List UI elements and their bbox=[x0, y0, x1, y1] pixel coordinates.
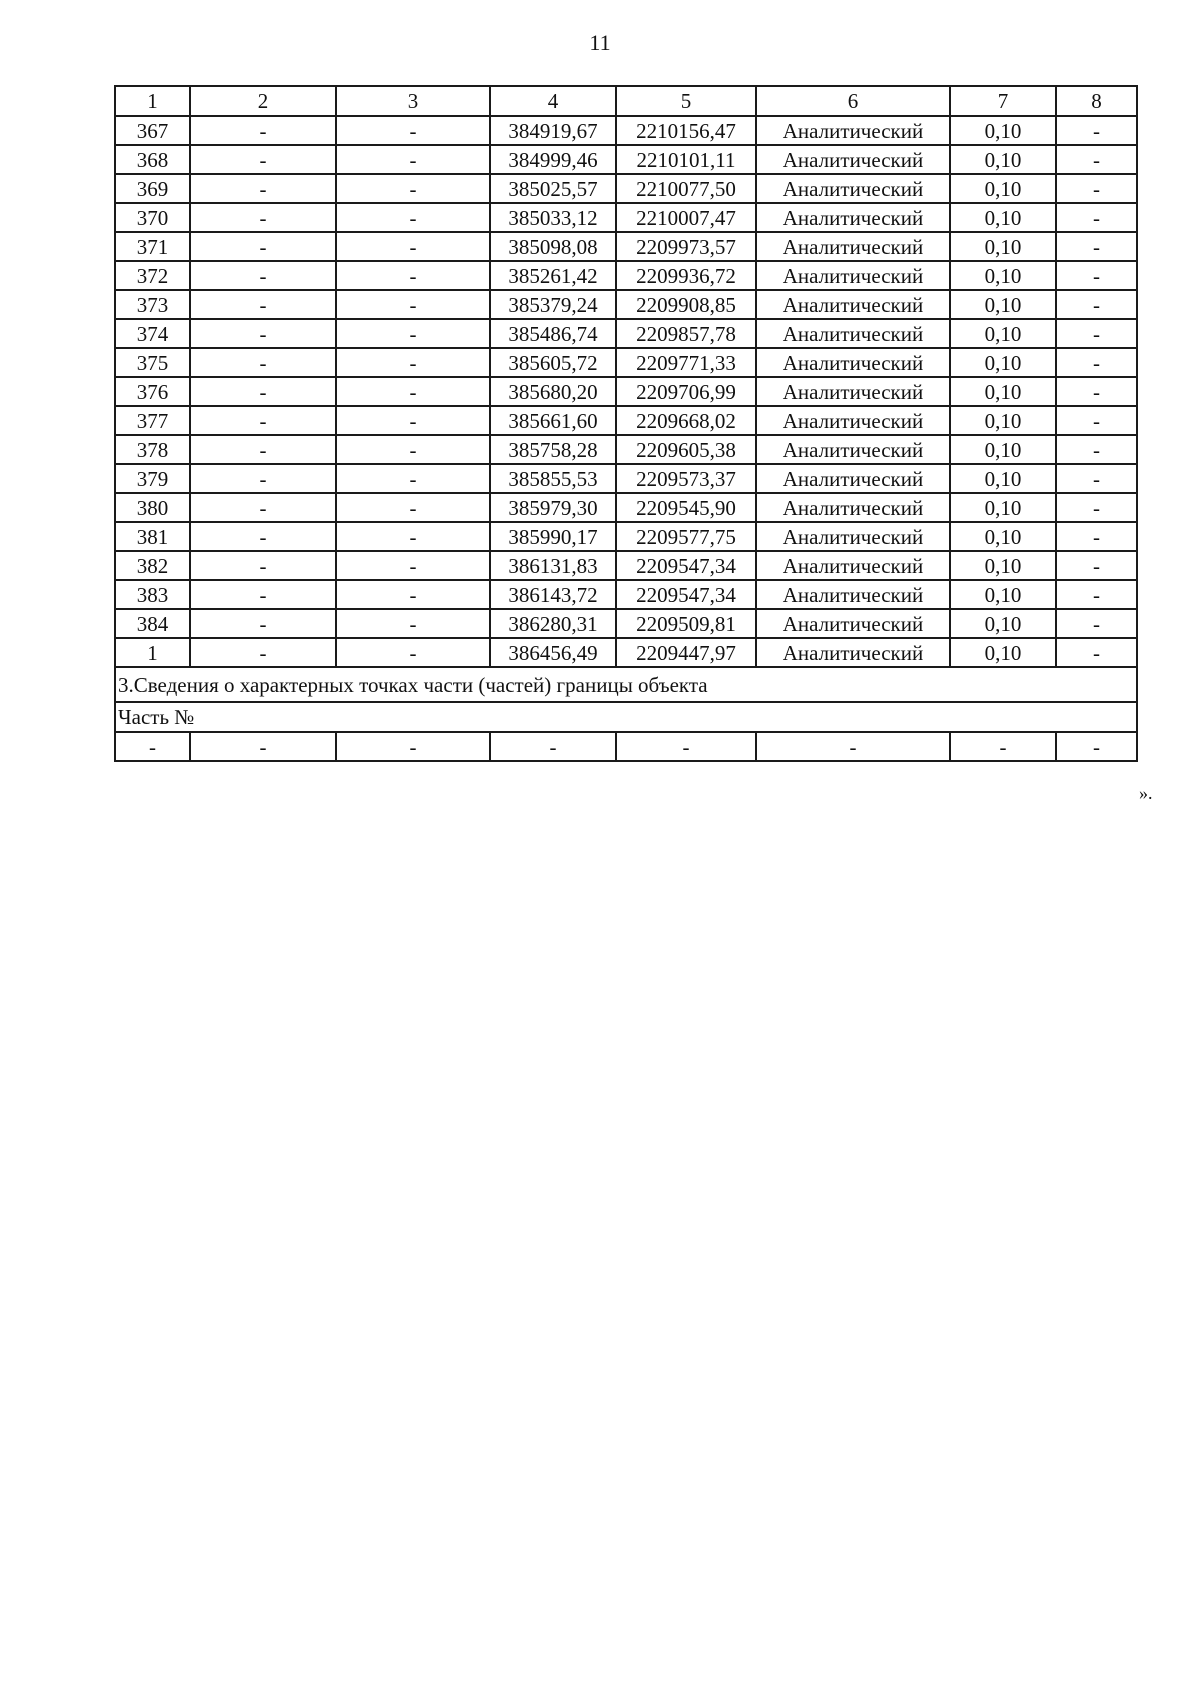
table-cell: - bbox=[336, 145, 490, 174]
table-cell: 2210007,47 bbox=[616, 203, 756, 232]
table-row bbox=[115, 638, 1137, 667]
table-cell: Аналитический bbox=[756, 609, 950, 638]
table-cell: 0,10 bbox=[950, 348, 1056, 377]
part-label: Часть № bbox=[115, 702, 1137, 732]
table-cell: 2209573,37 bbox=[616, 464, 756, 493]
table-row bbox=[115, 261, 1137, 290]
table-cell: - bbox=[1056, 609, 1137, 638]
table-cell: 385379,24 bbox=[490, 290, 616, 319]
table-cell: 2209547,34 bbox=[616, 580, 756, 609]
column-header: 2 bbox=[190, 86, 336, 116]
table-cell: Аналитический bbox=[756, 493, 950, 522]
table-body bbox=[115, 86, 1137, 761]
table-cell: - bbox=[336, 319, 490, 348]
table-cell: 0,10 bbox=[950, 493, 1056, 522]
part-cell-value: - bbox=[1056, 732, 1137, 761]
table-cell: Аналитический bbox=[756, 232, 950, 261]
table-cell: 380 bbox=[115, 493, 190, 522]
table-cell: 383 bbox=[115, 580, 190, 609]
table-cell: - bbox=[190, 116, 336, 145]
table-cell: 385758,28 bbox=[490, 435, 616, 464]
table-row bbox=[115, 377, 1137, 406]
table-cell: - bbox=[1056, 145, 1137, 174]
table-cell: 2209447,97 bbox=[616, 638, 756, 667]
table-cell: 0,10 bbox=[950, 290, 1056, 319]
table-cell: - bbox=[336, 174, 490, 203]
table-cell: - bbox=[1056, 580, 1137, 609]
table-cell: Аналитический bbox=[756, 638, 950, 667]
table-cell: - bbox=[336, 435, 490, 464]
table-cell: 2209545,90 bbox=[616, 493, 756, 522]
table-cell: 386143,72 bbox=[490, 580, 616, 609]
page-number: 11 bbox=[589, 30, 611, 55]
table-cell: - bbox=[190, 638, 336, 667]
table-cell: 2209668,02 bbox=[616, 406, 756, 435]
column-header: 5 bbox=[616, 86, 756, 116]
table-cell: 385661,60 bbox=[490, 406, 616, 435]
table-cell: - bbox=[190, 377, 336, 406]
table-cell: - bbox=[1056, 319, 1137, 348]
table-cell: - bbox=[336, 638, 490, 667]
table-cell: 2209509,81 bbox=[616, 609, 756, 638]
table-row bbox=[115, 203, 1137, 232]
section-heading: 3.Сведения о характерных точках части (частей) границы объекта bbox=[115, 667, 1137, 702]
column-header: 7 bbox=[950, 86, 1056, 116]
table-cell: Аналитический bbox=[756, 203, 950, 232]
table-row bbox=[115, 464, 1137, 493]
table-cell: - bbox=[190, 261, 336, 290]
part-cell-value: - bbox=[756, 732, 950, 761]
table-cell: 386280,31 bbox=[490, 609, 616, 638]
part-cell-value: - bbox=[616, 732, 756, 761]
table-cell: Аналитический bbox=[756, 261, 950, 290]
table-cell: - bbox=[1056, 522, 1137, 551]
table-cell: - bbox=[1056, 232, 1137, 261]
table-cell: 372 bbox=[115, 261, 190, 290]
table-row bbox=[115, 174, 1137, 203]
table-cell: 385605,72 bbox=[490, 348, 616, 377]
table-row bbox=[115, 435, 1137, 464]
table-cell: 2210156,47 bbox=[616, 116, 756, 145]
table-row bbox=[115, 348, 1137, 377]
table-cell: 385261,42 bbox=[490, 261, 616, 290]
table-cell: 0,10 bbox=[950, 522, 1056, 551]
table-cell: Аналитический bbox=[756, 406, 950, 435]
table-cell: - bbox=[190, 435, 336, 464]
table-cell: - bbox=[336, 290, 490, 319]
table-cell: 2209547,34 bbox=[616, 551, 756, 580]
table-cell: 2209936,72 bbox=[616, 261, 756, 290]
table-row bbox=[115, 493, 1137, 522]
table-cell: 384 bbox=[115, 609, 190, 638]
table-cell: 370 bbox=[115, 203, 190, 232]
table-cell: 374 bbox=[115, 319, 190, 348]
column-header: 4 bbox=[490, 86, 616, 116]
table-cell: 0,10 bbox=[950, 464, 1056, 493]
table-cell: 2209771,33 bbox=[616, 348, 756, 377]
table-cell: - bbox=[190, 145, 336, 174]
column-header: 1 bbox=[115, 86, 190, 116]
table-cell: - bbox=[336, 609, 490, 638]
table-cell: - bbox=[336, 116, 490, 145]
table-cell: 0,10 bbox=[950, 116, 1056, 145]
table-cell: - bbox=[190, 232, 336, 261]
table-cell: 2210101,11 bbox=[616, 145, 756, 174]
table-cell: - bbox=[336, 406, 490, 435]
table-cell: 376 bbox=[115, 377, 190, 406]
table-cell: - bbox=[1056, 203, 1137, 232]
table-row bbox=[115, 522, 1137, 551]
table-cell: - bbox=[190, 290, 336, 319]
table-cell: Аналитический bbox=[756, 348, 950, 377]
table-cell: - bbox=[1056, 464, 1137, 493]
table-cell: Аналитический bbox=[756, 116, 950, 145]
section-heading-row bbox=[115, 667, 1137, 702]
table-cell: - bbox=[1056, 116, 1137, 145]
table-cell: - bbox=[1056, 435, 1137, 464]
table-cell: Аналитический bbox=[756, 580, 950, 609]
table-cell: 367 bbox=[115, 116, 190, 145]
table-cell: Аналитический bbox=[756, 522, 950, 551]
table-cell: - bbox=[336, 522, 490, 551]
table-cell: - bbox=[190, 406, 336, 435]
table-cell: Аналитический bbox=[756, 464, 950, 493]
table-cell: 385855,53 bbox=[490, 464, 616, 493]
table-cell: - bbox=[190, 609, 336, 638]
table-row bbox=[115, 116, 1137, 145]
table-cell: 0,10 bbox=[950, 406, 1056, 435]
column-header: 6 bbox=[756, 86, 950, 116]
table-cell: 385025,57 bbox=[490, 174, 616, 203]
table-cell: 385033,12 bbox=[490, 203, 616, 232]
table-cell: - bbox=[190, 319, 336, 348]
table-cell: - bbox=[336, 232, 490, 261]
table-cell: - bbox=[336, 464, 490, 493]
table-cell: 368 bbox=[115, 145, 190, 174]
table-cell: Аналитический bbox=[756, 377, 950, 406]
table-cell: 1 bbox=[115, 638, 190, 667]
table-cell: - bbox=[190, 522, 336, 551]
table-row bbox=[115, 580, 1137, 609]
table-cell: - bbox=[336, 348, 490, 377]
table-cell: 0,10 bbox=[950, 145, 1056, 174]
table-cell: 385680,20 bbox=[490, 377, 616, 406]
coordinates-table bbox=[114, 85, 1138, 762]
table-cell: 386131,83 bbox=[490, 551, 616, 580]
table-cell: 2209908,85 bbox=[616, 290, 756, 319]
table-cell: 2210077,50 bbox=[616, 174, 756, 203]
table-cell: Аналитический bbox=[756, 319, 950, 348]
table-cell: - bbox=[190, 348, 336, 377]
table-row bbox=[115, 551, 1137, 580]
table-cell: 382 bbox=[115, 551, 190, 580]
table-cell: 0,10 bbox=[950, 232, 1056, 261]
table-cell: 0,10 bbox=[950, 319, 1056, 348]
table-cell: 384919,67 bbox=[490, 116, 616, 145]
table-cell: 2209577,75 bbox=[616, 522, 756, 551]
table-cell: 385979,30 bbox=[490, 493, 616, 522]
table-cell: 375 bbox=[115, 348, 190, 377]
table-cell: - bbox=[1056, 261, 1137, 290]
table-cell: Аналитический bbox=[756, 145, 950, 174]
table-cell: 381 bbox=[115, 522, 190, 551]
table-cell: - bbox=[336, 261, 490, 290]
table-cell: - bbox=[1056, 551, 1137, 580]
table-cell: - bbox=[336, 551, 490, 580]
table-cell: 386456,49 bbox=[490, 638, 616, 667]
column-header: 8 bbox=[1056, 86, 1137, 116]
table-cell: - bbox=[190, 580, 336, 609]
table-cell: 379 bbox=[115, 464, 190, 493]
table-cell: 2209706,99 bbox=[616, 377, 756, 406]
table-cell: 371 bbox=[115, 232, 190, 261]
table-cell: 0,10 bbox=[950, 203, 1056, 232]
table-cell: 378 bbox=[115, 435, 190, 464]
table-cell: - bbox=[336, 203, 490, 232]
part-label-row bbox=[115, 702, 1137, 732]
table-cell: Аналитический bbox=[756, 551, 950, 580]
part-row bbox=[115, 732, 1137, 761]
table-cell: - bbox=[190, 551, 336, 580]
table-cell: 2209857,78 bbox=[616, 319, 756, 348]
table-cell: 385098,08 bbox=[490, 232, 616, 261]
table-row bbox=[115, 145, 1137, 174]
part-cell-value: - bbox=[490, 732, 616, 761]
table-row bbox=[115, 232, 1137, 261]
table-cell: 385486,74 bbox=[490, 319, 616, 348]
table-cell: - bbox=[190, 174, 336, 203]
table-cell: 373 bbox=[115, 290, 190, 319]
part-cell-value: - bbox=[336, 732, 490, 761]
table-cell: - bbox=[1056, 290, 1137, 319]
table-cell: 0,10 bbox=[950, 174, 1056, 203]
table-cell: 0,10 bbox=[950, 551, 1056, 580]
table-cell: - bbox=[336, 377, 490, 406]
table-cell: 0,10 bbox=[950, 377, 1056, 406]
table-row bbox=[115, 319, 1137, 348]
table-cell: - bbox=[1056, 493, 1137, 522]
table-cell: Аналитический bbox=[756, 174, 950, 203]
table-cell: 369 bbox=[115, 174, 190, 203]
table-row bbox=[115, 406, 1137, 435]
table-row bbox=[115, 290, 1137, 319]
table-cell: 384999,46 bbox=[490, 145, 616, 174]
closing-quote: ». bbox=[1139, 783, 1153, 803]
table-cell: Аналитический bbox=[756, 290, 950, 319]
table-cell: 0,10 bbox=[950, 435, 1056, 464]
table-header-row bbox=[115, 86, 1137, 116]
table-cell: 0,10 bbox=[950, 580, 1056, 609]
table-cell: - bbox=[336, 580, 490, 609]
table-cell: - bbox=[1056, 406, 1137, 435]
table-cell: 0,10 bbox=[950, 609, 1056, 638]
table-cell: - bbox=[1056, 377, 1137, 406]
part-cell-value: - bbox=[950, 732, 1056, 761]
table-cell: 0,10 bbox=[950, 638, 1056, 667]
table-cell: 0,10 bbox=[950, 261, 1056, 290]
table-cell: - bbox=[190, 493, 336, 522]
table-cell: - bbox=[336, 493, 490, 522]
table-cell: - bbox=[190, 203, 336, 232]
table-cell: 2209973,57 bbox=[616, 232, 756, 261]
part-cell-value: - bbox=[190, 732, 336, 761]
table-cell: 385990,17 bbox=[490, 522, 616, 551]
table-cell: 2209605,38 bbox=[616, 435, 756, 464]
table-cell: - bbox=[190, 464, 336, 493]
column-header: 3 bbox=[336, 86, 490, 116]
table-cell: - bbox=[1056, 174, 1137, 203]
table-cell: - bbox=[1056, 638, 1137, 667]
table-cell: 377 bbox=[115, 406, 190, 435]
part-cell-value: - bbox=[115, 732, 190, 761]
table-cell: Аналитический bbox=[756, 435, 950, 464]
table-cell: - bbox=[1056, 348, 1137, 377]
table-row bbox=[115, 609, 1137, 638]
